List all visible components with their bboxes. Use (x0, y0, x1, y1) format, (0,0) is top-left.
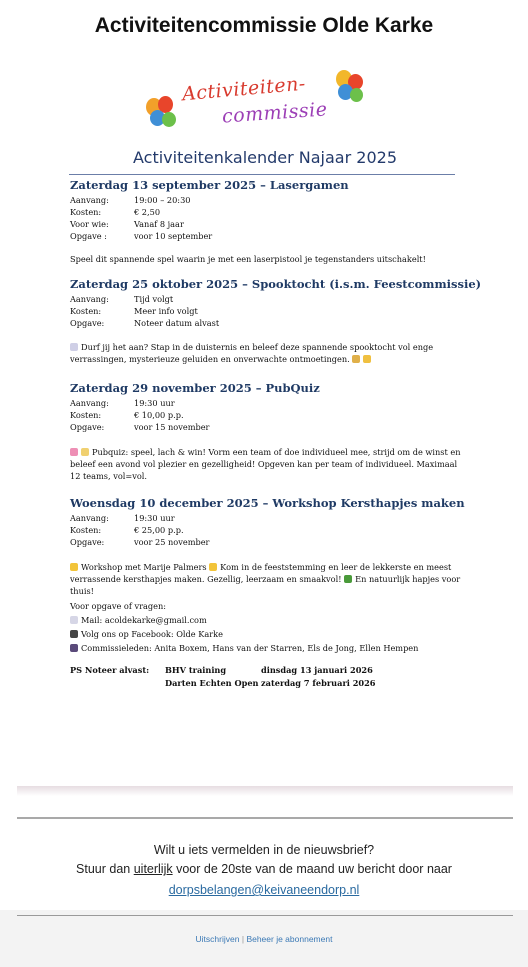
divider (17, 817, 513, 819)
contact-mail: Mail: acoldekarke@gmail.com (70, 614, 462, 626)
footer-links (0, 934, 528, 944)
logo-line-2: commissie (221, 98, 329, 128)
sparkles-icon (209, 563, 217, 571)
unsubscribe-link[interactable]: Uitschrijven (195, 934, 240, 944)
calendar-title: Activiteitenkalender Najaar 2025 (132, 148, 397, 167)
notice-line-2: Stuur dan uiterlijk voor de 20ste van de maand uw bericht door naar (76, 862, 452, 876)
flashlight-icon (352, 355, 360, 363)
sparkles-icon (70, 563, 78, 571)
submission-email-link[interactable]: dorpsbelangen@keivaneendorp.nl (168, 883, 360, 897)
event-heading: Woensdag 10 december 2025 – Workshop Kersthapjes maken (70, 496, 465, 510)
event-heading: Zaterdag 13 september 2025 – Lasergamen (70, 178, 349, 192)
calendar-image: Activiteiten- commissie Activiteitenkalender Najaar 2025 Zaterdag 13 september 2025 – Lasergamen Aanvang: 19:00 – 20:30 Kosten: € 2,50 Voor wie: Vanaf 8 jaar Opgave : voor 10 september Speel dit spannende spel waarin je met een laserpistool je tegenstanders uitschakelt! Zaterdag 25 oktober 2025 – Spooktocht (i.s.m. Feestcommissie) Aanvang: Tijd volgt Kosten: Meer info volgt Opgave: Noteer datum alvast Durf jij het aan? Stap in de duisternis en beleef deze spannende spooktocht vol enge verrassingen, mysterieuze geluiden en onverwachte ontmoetingen. Zaterdag 29 november 2025 – PubQuiz Aanvang: 19:30 uur Kosten: € 10,00 p.p. Opgave: voor 15 november Pubquiz: speel, lach & win! Vorm een team of doe individueel mee, strijd om de winst en beleef een avond vol plezier en gezelligheid! Opgeven kan per team of individueel. Maximaal 12 teams, vol=vol. Woensdag 10 december 2025 – Workshop Kersthapjes maken Aanvang: 19:30 uur Kosten: € 25,00 p.p. Opgave: voor 25 november Workshop met Marije Palmers Kom in de feeststemming en leer de lekkerste en meest verrassende kersthapjes maken. Gezellig, leerzaam en smaakvol! En natuurlijk hapjes voor thuis! Voor opgave of vragen: Mail: acoldekarke@gmail.com Volg ons op Facebook: Olde Karke Commissieleden: Anita Boxem, Hans van der Starren, Els de Jong, Ellen Hempen PS Noteer alvast: BHV training dinsdag 13 januari 2026 Darten Echten Open zaterdag 7 februari 2026 (18, 58, 512, 788)
event-description: Workshop met Marije Palmers Kom in de feeststemming en leer de lekkerste en meest verrassende kersthapjes maken. Gezellig, leerzaam en smaakvol! En natuurlijk hapjes voor thuis! (70, 562, 461, 596)
section-divider-shadow (17, 786, 513, 796)
people-icon (70, 644, 78, 652)
ps-label: PS Noteer alvast: (70, 665, 150, 675)
title-underline (69, 174, 455, 175)
ps-item-date: zaterdag 7 februari 2026 (261, 678, 376, 688)
ghost-icon (70, 343, 78, 351)
scream-icon (363, 355, 371, 363)
activiteitencommissie-logo (140, 68, 380, 148)
logo-line-1: Activiteiten- (181, 72, 307, 106)
footer-separator: | (241, 934, 245, 944)
footer-divider (17, 915, 513, 916)
pill-icon (81, 448, 89, 456)
mail-icon (70, 616, 78, 624)
phone-icon (70, 630, 78, 638)
event-description: Durf jij het aan? Stap in de duisternis en beleef deze spannende spooktocht vol enge verrassingen, mysterieuze geluiden en onverwachte ontmoetingen. (70, 342, 434, 364)
notice-email (0, 883, 528, 897)
event-heading: Zaterdag 29 november 2025 – PubQuiz (70, 381, 320, 395)
contact-intro: Voor opgave of vragen: (70, 601, 167, 611)
newsletter-title: Activiteitencommissie Olde Karke (94, 14, 434, 37)
event-description: Speel dit spannende spel waarin je met een laserpistool je tegenstanders uitschakelt! (70, 254, 426, 264)
brain-icon (70, 448, 78, 456)
notice-line-1: Wilt u iets vermelden in de nieuwsbrief? (153, 843, 375, 857)
ps-item-date: dinsdag 13 januari 2026 (261, 665, 373, 675)
contact-members: Commissieleden: Anita Boxem, Hans van der Starren, Els de Jong, Ellen Hempen (70, 642, 462, 654)
manage-subscription-link[interactable]: Beheer je abonnement (246, 934, 333, 944)
event-heading: Zaterdag 25 oktober 2025 – Spooktocht (i.s.m. Feestcommissie) (70, 277, 482, 291)
ps-item-name: Darten Echten Open (165, 678, 259, 688)
contact-facebook: Volg ons op Facebook: Olde Karke (70, 628, 462, 640)
event-description: Pubquiz: speel, lach & win! Vorm een team of doe individueel mee, strijd om de winst en beleef een avond vol plezier en gezelligheid! Opgeven kan per team of individueel. Maximaal 12 teams, vol=vol. (70, 447, 461, 481)
ps-item-name: BHV training (165, 665, 227, 675)
christmas-tree-icon (344, 575, 352, 583)
